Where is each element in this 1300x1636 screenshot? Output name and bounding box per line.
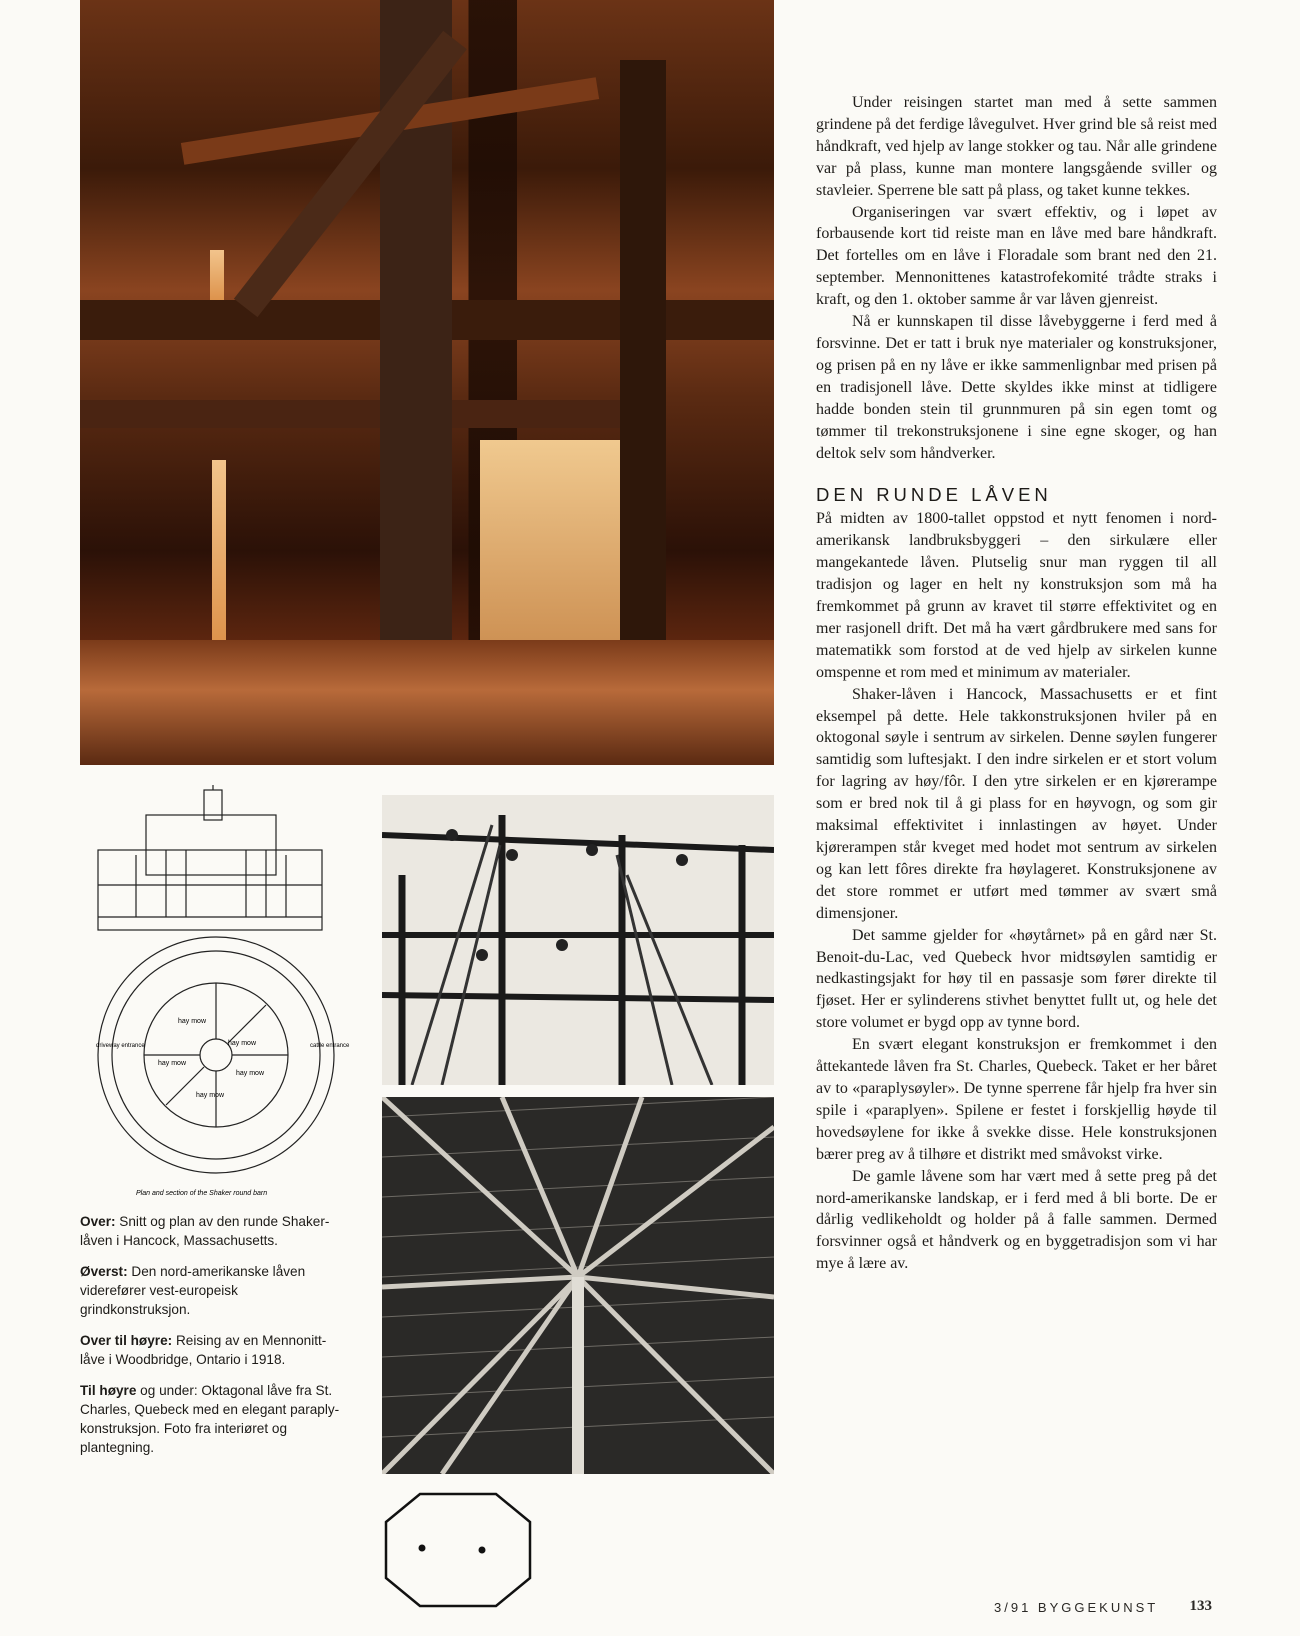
paragraph: På midten av 1800-tallet oppstod et nytt fenomen i nord-amerikansk landbruksbyggeri – den sirkulære eller mangekantede låven. Plutselig snur man ryggen til all tradisjon og lager en helt ny konstruksjon som må ha fremkommet på grunn av kravet til større effektivitet og en mer rasjonell drift. Det må ha vært gårdbrukere med sans for matematikk som forstod at de ved hjelp av sirkelen kunne omspenne et rom med et minimum av materialer. [816,510,1217,681]
paragraph: En svært elegant konstruksjon er fremkommet i den åttekantede låven fra St. Charles, Quebeck. Taket er her båret av to «paraplysøyler». De tynne sperrene får hjelp fra hver sin spile i «paraplyen». Spilene er festet i forskjellig høyde til hovedsøylene for ikke å svekke disse. Hele konstruksjonen bærer preg av å tilhøre et distrikt med småvokst virke. [816,1036,1217,1163]
caption-1: Over: Snitt og plan av den runde Shaker-låven i Hancock, Massachusetts. [80,1214,330,1248]
plan-label: hay mow [178,1018,207,1025]
shaker-barn-drawing [96,785,354,1200]
paragraph: Nå er kunnskapen til disse låvebyggerne i ferd med å forsvinne. Det er tatt i bruk nye materialer og konstruksjoner, og prisen på en ny låve er ikke sammenlignbar med prisen på en tradisjonell låve. Dette skyldes ikke minst at tidligere hadde bonden stein til grunnmuren på sin egen tomt og tømmer til trekonstruksjonene i sine egne skoger, og han deltok selv som håndverker. [816,313,1217,462]
paragraph: Det samme gjelder for «høytårnet» på en gård nær St. Benoit-du-Lac, ved Quebeck hvor midtsøylen samtidig er nedkastingsjakt for høy til en passasje som fører direkte til fjøset. Her er sylinderens stivhet benyttet fullt ut, og hele det store volumet er bygd opp av tynne bord. [816,926,1217,1032]
barn-interior-photo [80,0,774,765]
floor-beam [80,400,640,428]
lit-door [480,440,620,670]
captions [80,1212,348,1469]
caption-3: Over til høyre: Reising av en Mennonitt-låve i Woodbridge, Ontario i 1918. [80,1333,327,1367]
caption-2: Øverst: Den nord-amerikanske låven viderefører vest-europeisk grindkonstruksjon. [80,1264,306,1317]
article-body [816,92,1217,1275]
plan-label: hay mow [196,1092,225,1099]
barn-raising-photo [382,795,774,1085]
umbrella-roof-photo [382,1097,774,1474]
plan-label: cattle entrance [310,1043,350,1049]
column-dot [419,1545,426,1552]
plan-label: hay mow [236,1070,265,1077]
plan-label: hay mow [228,1040,257,1047]
paragraph: Organiseringen var svært effektiv, og i løpet av forbausende kort tid reiste man en låve med bare håndkraft. Det fortelles om en låve i Floradale som brant ned den 21. september. Mennonittenes katastrofekomité trådte straks i kraft, og den 1. oktober samme år var låven gjenreist. [816,203,1217,309]
plan-drawing [98,937,334,1173]
paragraph: De gamle låvene som har vært med å sette preg på det nord-amerikanske landskap, er i ferd med å bli borte. De er dårlig vedlikeholdt og holder på å falle sammen. Dermed forsvinner også et håndverk og en byggetradisjon som vi har mye å lære av. [816,1167,1217,1273]
drawing-caption: Plan and section of the Shaker round barn [136,1190,268,1197]
section-heading: DEN RUNDE LÅVEN [816,484,1052,506]
plan-label: hay mow [158,1060,187,1067]
hay-floor [80,640,774,765]
issue-label: 3/91 BYGGEKUNST [994,1600,1159,1615]
paragraph: Under reisingen startet man med å sette sammen grindene på det ferdige låvegulvet. Hver grind ble så reist med håndkraft, ved hjelp av lange stokker og tau. Når alle grindene var på plass, kunne man montere langsgående sviller og stavleier. Sperrene ble satt på plass, og taket kunne tekkes. [816,94,1217,199]
post [620,60,666,660]
plan-label: driveway entrance [96,1043,145,1049]
page-footer [994,1600,1212,1615]
octagon-plan [382,1490,534,1610]
paragraph: Shaker-låven i Hancock, Massachusetts er et fint eksempel på dette. Hele takkonstruksjonen hviler på en oktogonal søyle i sentrum av sirkelen. Denne søylen fungerer samtidig som luftesjakt. I den indre sirkelen er et stort volum for lagring av høy/fôr. I den ytre sirkelen er en kjørerampe som er bred nok til å gi plass for en høyvogn, og som gir maksimal effektivitet i innlastingen av høyet. Under kjørerampen står kveget med hodet mot sentrum av sirkelen og kan lett fôres direkte fra høylageret. Konstruksjonene av det store rommet er utført med tømmer av svært små dimensjoner. [816,685,1217,922]
column-dot [479,1547,486,1554]
section-drawing [98,785,322,930]
page-number: 133 [1189,1598,1212,1614]
caption-4: Til høyre og under: Oktagonal låve fra St. Charles, Quebeck med en elegant paraply-konstruksjon. Foto fra interiøret og plantegning. [80,1383,340,1455]
